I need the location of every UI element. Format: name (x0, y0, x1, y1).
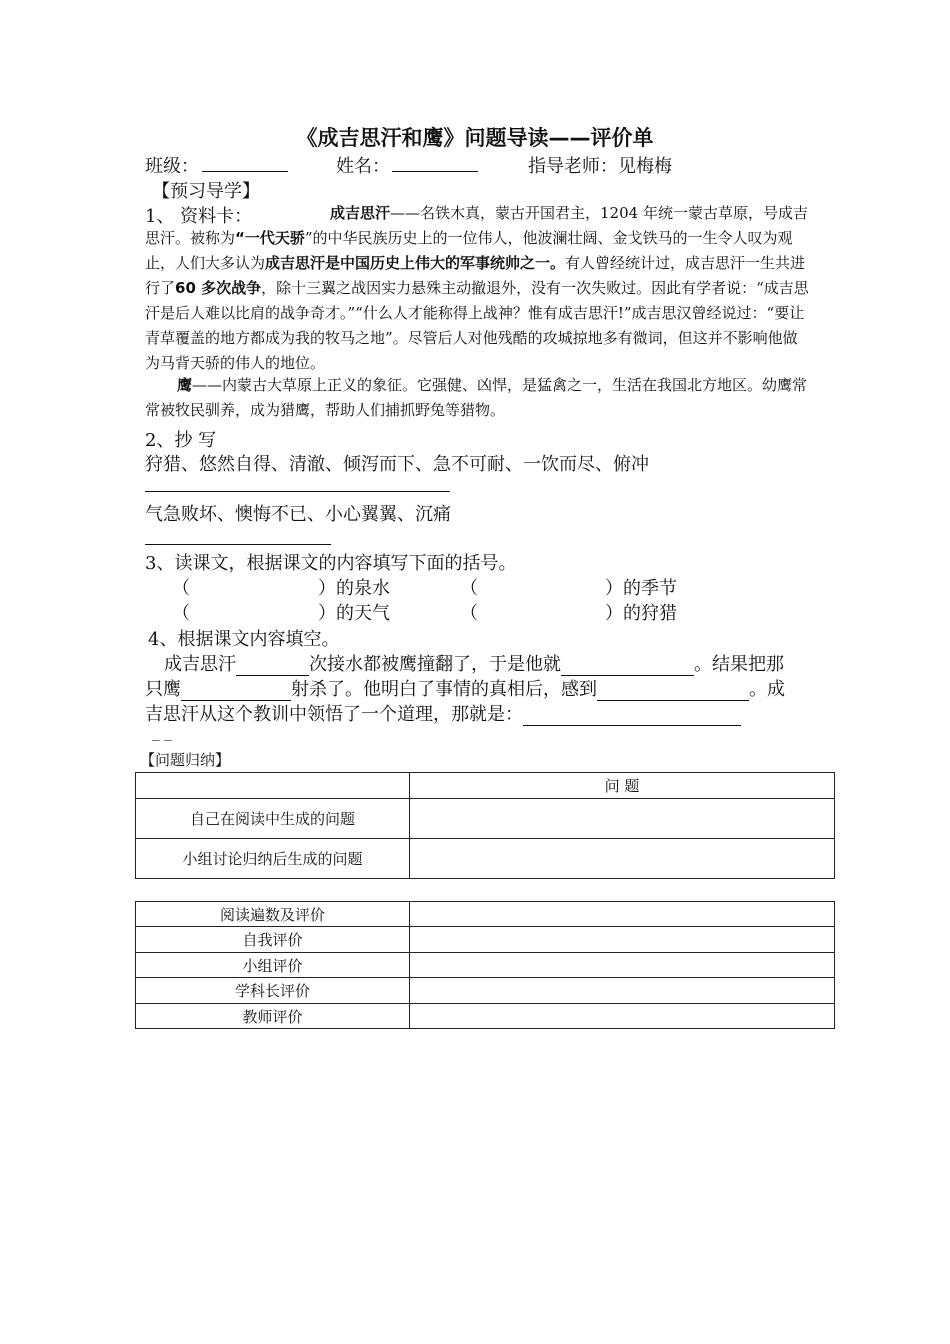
copy-words-2: 气急败坏、懊悔不已、小心翼翼、沉痛 (145, 504, 451, 525)
bracket-item-1: ）的泉水 (318, 578, 390, 599)
table-row (136, 927, 835, 953)
class-label: 班级： (145, 156, 199, 177)
table-row (136, 773, 835, 799)
genghis-name: 成吉思汗 (330, 204, 391, 222)
eagle-name: 鹰 (177, 376, 193, 394)
bracket-item-3: ）的天气 (318, 603, 390, 624)
fill-blank[interactable] (181, 682, 291, 701)
q4-label: 4、根据课文内容填空。 (148, 629, 340, 650)
fill-blank[interactable] (236, 657, 309, 676)
eagle-paragraph: 鹰——内蒙古大草原上正义的象征。它强健、凶悍，是猛禽之一，生活在我国北方地区。幼鹰常常被牧民驯养，成为猎鹰，帮助人们捕抓野兔等猎物。 (145, 376, 808, 419)
table-row (136, 799, 835, 839)
answer-cell[interactable] (410, 799, 835, 839)
bracket-open: （ (460, 603, 478, 624)
row-label: 自己在阅读中生成的问题 (136, 799, 410, 839)
question-header: 问 题 (410, 773, 835, 799)
page-title: 《成吉思汗和鹰》问题导读——评价单 (296, 126, 654, 150)
class-blank[interactable] (202, 171, 288, 172)
answer-cell[interactable] (410, 1004, 835, 1029)
fill-line-1: 成吉思汗 次接水都被鹰撞翻了，于是他就 。结果把那 (164, 654, 784, 675)
row-label: 小组评价 (136, 953, 410, 978)
bracket-open: （ (460, 578, 478, 599)
fill-blank[interactable] (561, 657, 694, 676)
fill-line-3: 吉思汗从这个教训中领悟了一个道理，那就是： (145, 700, 741, 726)
fill-blank[interactable] (523, 707, 741, 726)
table-row (136, 902, 835, 927)
row-label: 教师评价 (136, 1004, 410, 1029)
table-row (136, 953, 835, 978)
section-summary: 【问题归纳】 (140, 751, 231, 769)
genghis-paragraph: 成吉思汗——名铁木真，蒙古开国君主，1204 年统一蒙古草原，号成吉思汗。被称为“一代天骄”的中华民族历史上的一位伟人，他波澜壮阔、金戈铁马的一生令人叹为观止，人们大多认为成吉思汗是中国历史上伟大的军事统帅之一。有人曾经统计过，成吉思汗一生共进行了60 多次战争，除十三翼之战因实力悬殊主动撤退外，没有一次失败过。因此有学者说：“成吉思汗是后人难以比肩的战争奇才。”“什么人才能称得上战神？惟有成吉思汗!”成吉思汉曾经说过：“要让青草覆盖的地方都成为我的牧马之地”。尽管后人对他残酷的攻城掠地多有微词，但这并不影响他做为马背天骄的伟人的地位。 (145, 204, 809, 372)
table-row (136, 978, 835, 1004)
row-label: 学科长评价 (136, 978, 410, 1004)
row-label: 小组讨论归纳后生成的问题 (136, 839, 410, 879)
section-preview: 【预习导学】 (152, 181, 260, 202)
answer-cell[interactable] (410, 902, 835, 927)
teacher-label: 指导老师：见梅梅 (528, 156, 672, 177)
answer-cell[interactable] (410, 978, 835, 1004)
copy-line-2[interactable] (145, 544, 331, 545)
table-row (136, 839, 835, 879)
table-row (136, 1004, 835, 1029)
answer-cell[interactable] (410, 839, 835, 879)
bracket-item-2: ）的季节 (605, 578, 677, 599)
bracket-open: （ (172, 603, 190, 624)
q3-label: 3、读课文，根据课文的内容填写下面的括号。 (145, 553, 517, 574)
row-label: 阅读遍数及评价 (136, 902, 410, 927)
q2-label: 2、抄 写 (145, 430, 217, 451)
row-label: 自我评价 (136, 927, 410, 953)
dash-mark: _ _ (152, 723, 172, 741)
answer-cell[interactable] (410, 927, 835, 953)
fill-blank[interactable] (597, 682, 749, 701)
evaluation-table (135, 901, 835, 1029)
copy-words-1: 狩猎、悠然自得、清澈、倾泻而下、急不可耐、一饮而尽、俯冲 (145, 454, 649, 475)
copy-line-1[interactable] (145, 491, 450, 492)
answer-cell[interactable] (410, 953, 835, 978)
fill-line-2: 只鹰 射杀了。他明白了事情的真相后，感到 。成 (145, 679, 785, 700)
bracket-open: （ (172, 578, 190, 599)
name-blank[interactable] (392, 171, 478, 172)
name-label: 姓名： (336, 156, 390, 177)
q1-label: 1、 资料卡： (145, 206, 253, 227)
bracket-item-4: ）的狩猎 (605, 603, 677, 624)
question-table (135, 772, 835, 879)
